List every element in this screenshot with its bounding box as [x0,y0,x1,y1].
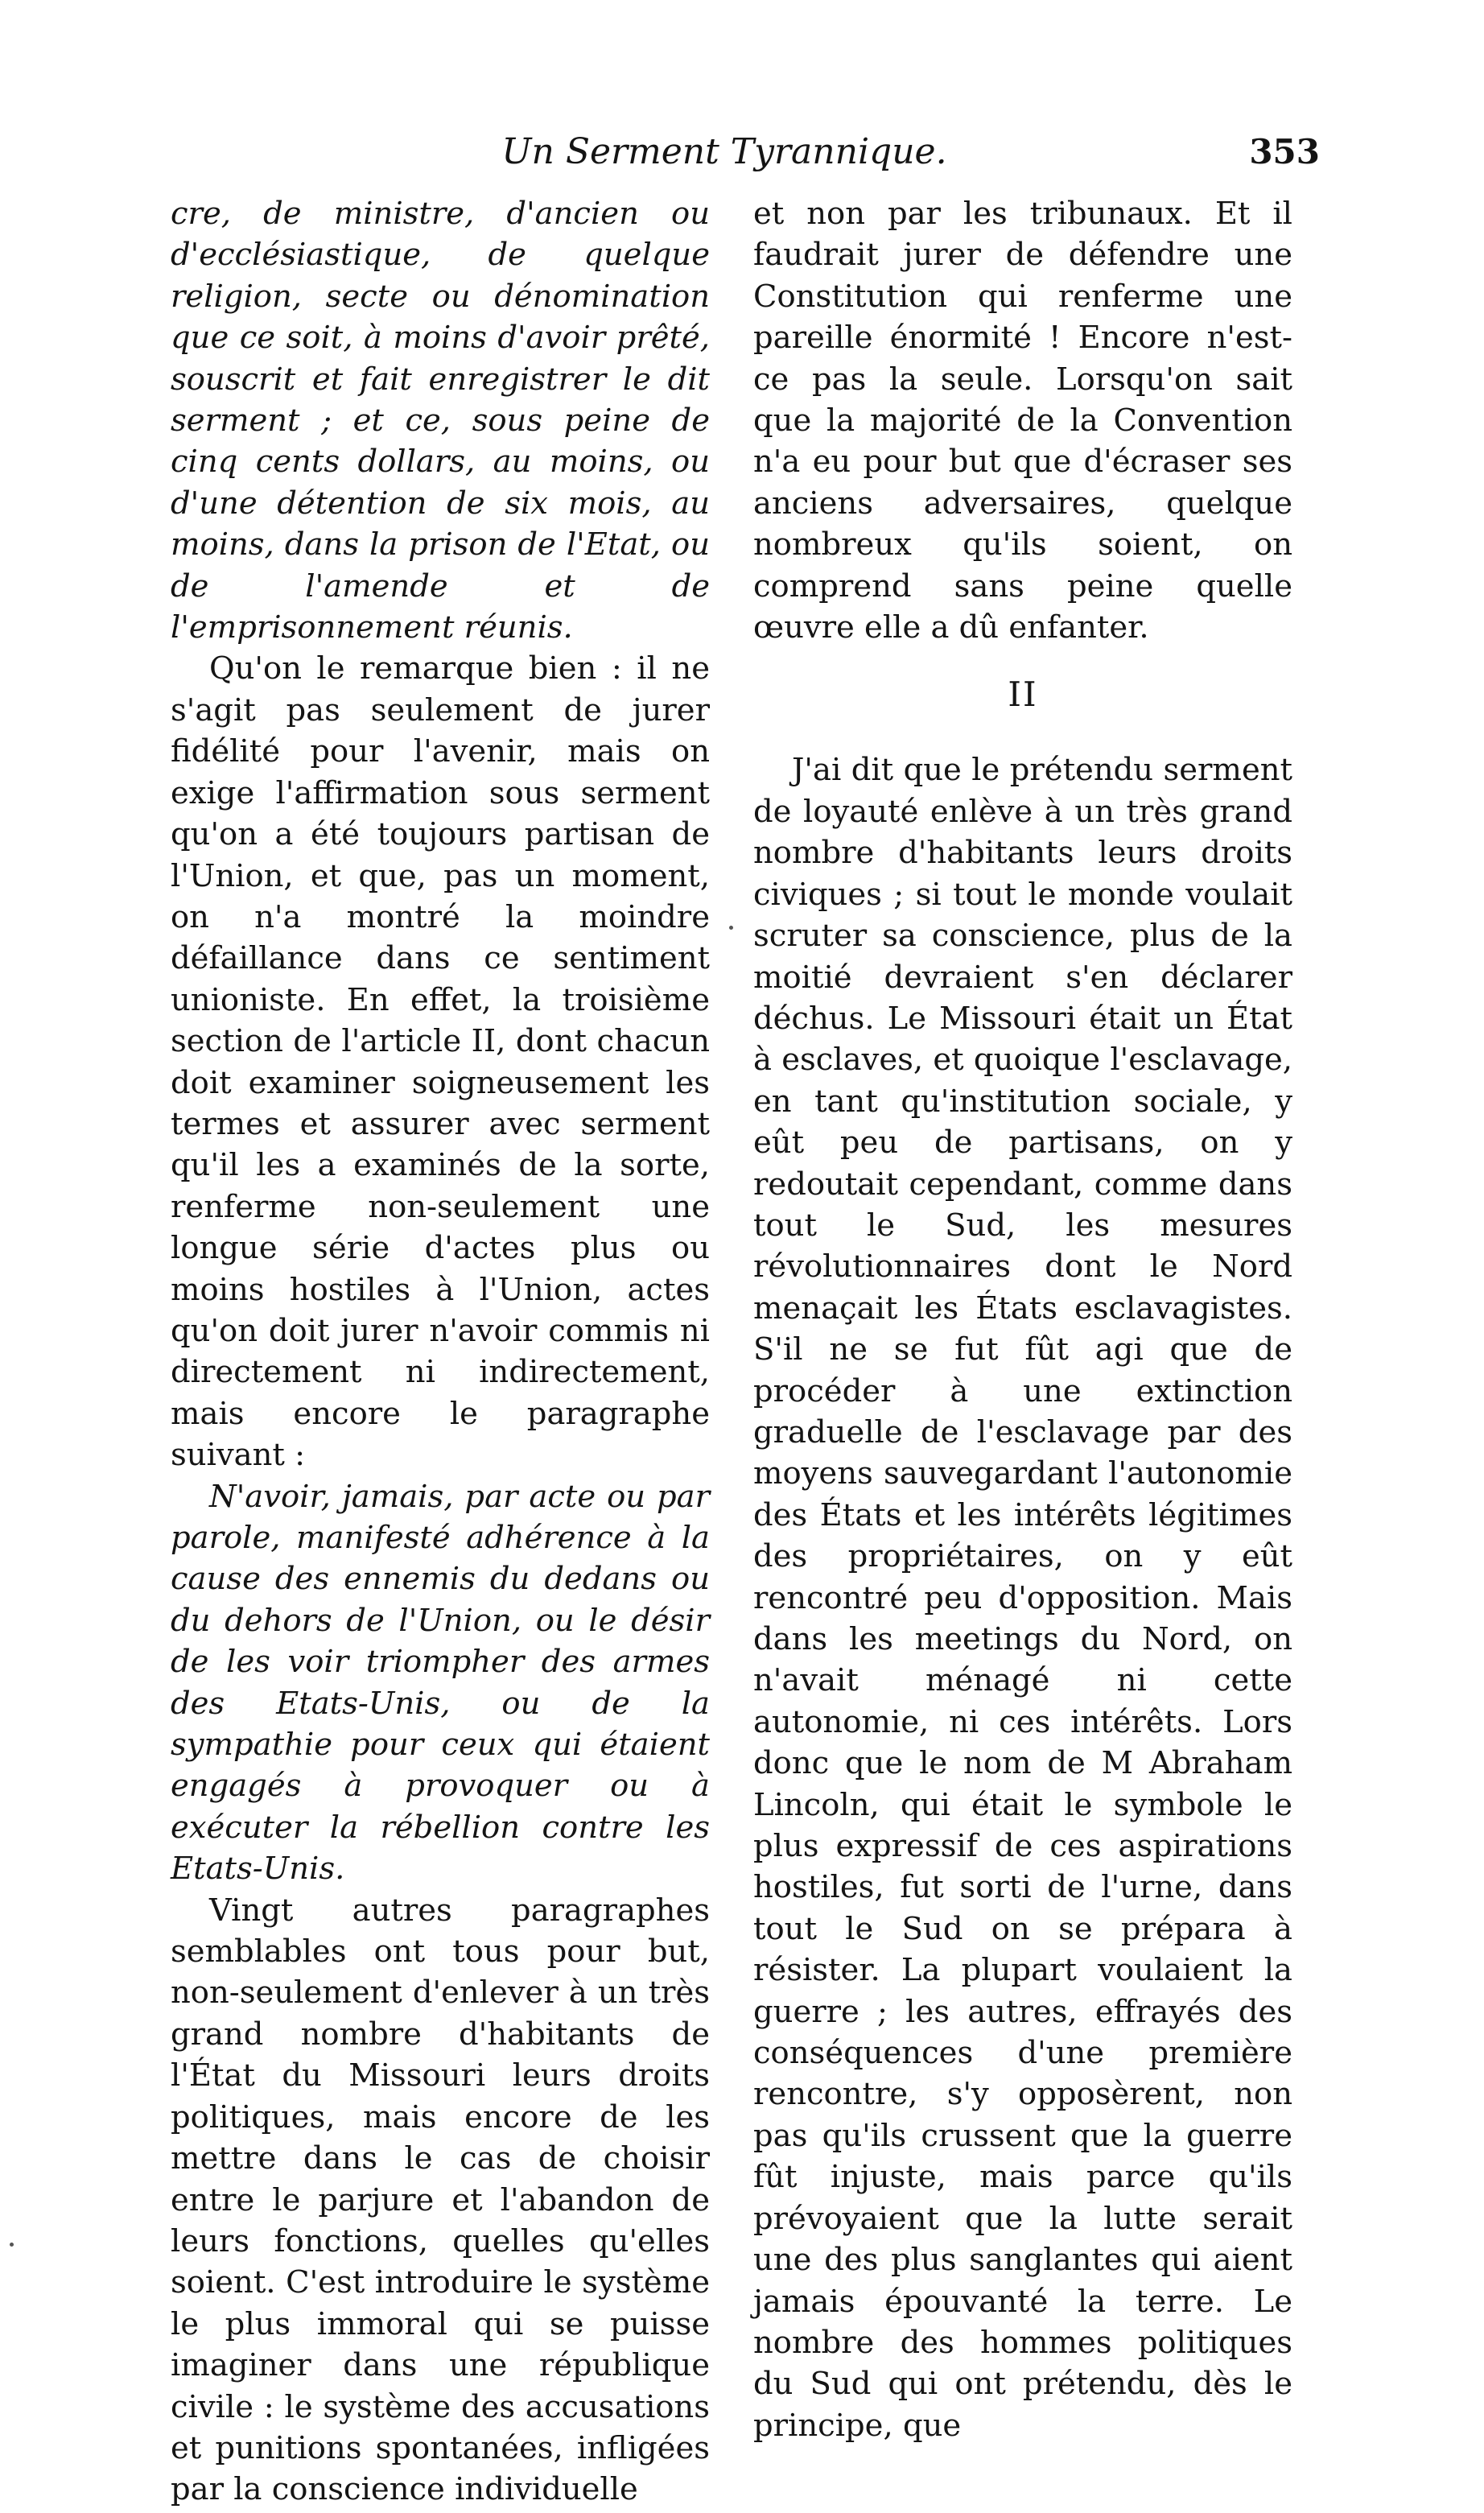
running-title: Un Serment Tyrannique. [501,131,947,172]
right-paragraph-2: J'ai dit que le prétendu serment de loyauté enlève à un très grand nombre d'habitants leurs droits civiques ; si tout le monde voulait scruter sa conscience, plus de la moitié devraient s'en déclarer déchus. Le Missouri était un État à esclaves, et quoique l'esclavage, en tant qu'institution sociale, y eût peu de partisans, on y redoutait cependant, comme dans tout le Sud, les mesures révolutionnaires dont le Nord menaçait les États esclavagistes. S'il ne se fut fût agi que de procéder à une extinction graduelle de l'esclavage par des moyens sauvegardant l'autonomie des États et les intérêts légitimes des propriétaires, on y eût rencontré peu d'opposition. Mais dans les meetings du Nord, on n'avait ménagé ni cette autonomie, ni ces intérêts. Lors donc que le nom de M Abraham Lincoln, qui était le symbole le plus expressif de ces aspirations hostiles, fut sorti de l'urne, dans tout le Sud on se prépara à résister. La plupart voulaient la guerre ; les autres, effrayés des conséquences d'une première rencontre, s'y opposèrent, non pas qu'ils crussent que la guerre fût injuste, mais parce qu'ils prévoyaient que la lutte serait une des plus sanglantes qui aient jamais épouvanté la terre. Le nombre des hommes politiques du Sud qui ont prétendu, dès le principe, que [753,752,1292,2444]
left-column [171,193,710,2511]
left-paragraph-1: cre, de ministre, d'ancien ou d'ecclésiastique, de quelque religion, secte ou dénomination que ce soit, à moins d'avoir prêté, souscrit et fait enregistrer le dit serment ; et ce, sous peine de cinq cents dollars, au moins, ou d'une détention de six mois, au moins, dans la prison de l'Etat, ou de l'amende et de l'emprisonnement réunis. [171,196,710,646]
left-paragraph-3-quoted-oath-clause: N'avoir, jamais, par acte ou par parole, manifesté adhérence à la cause des ennemis du dedans ou du dehors de l'Union, ou le désir de les voir triompher des armes des Etats-Unis, ou de la sympathie pour ceux qui étaient engagés à provoquer ou à exécuter la rébellion contre les Etats-Unis. [171,1478,710,1888]
section-heading: II [1008,675,1038,715]
margin-speck [10,2243,14,2247]
right-column [753,193,1292,2446]
margin-speck [729,926,733,930]
right-paragraph-1: et non par les tribunaux. Et il faudrait jurer de défendre une Constitution qui renferme une pareille énormité ! Encore n'est-ce pas la seule. Lorsqu'on sait que la majorité de la Convention n'a eu pour but que d'écraser ses anciens adversaires, quelque nombreux qu'ils soient, on comprend sans peine quelle œuvre elle a dû enfanter. [753,196,1292,646]
left-paragraph-4: Vingt autres paragraphes semblables ont tous pour but, non-seulement d'enlever à un très grand nombre d'habitants de l'État du Missouri leurs droits politiques, mais encore de les mettre dans le cas de choisir entre le parjure et l'abandon de leurs fonctions, quelles qu'elles soient. C'est introduire le système le plus immoral qui se puisse imaginer dans une république civile : le système des accusations et punitions spontanées, infligées par la conscience individuelle [171,1892,710,2508]
page-number: 353 [1249,132,1320,171]
left-paragraph-2: Qu'on le remarque bien : il ne s'agit pas seulement de jurer fidélité pour l'avenir, mais on exige l'affirmation sous serment qu'on a été toujours partisan de l'Union, et que, pas un moment, on n'a montré la moindre défaillance dans ce sentiment unioniste. En effet, la troisième section de l'article II, dont chacun doit examiner soigneusement les termes et assurer avec serment qu'il les a examinés de la sorte, renferme non-seulement une longue série d'actes plus ou moins hostiles à l'Union, actes qu'on doit jurer n'avoir commis ni directement ni indirectement, mais encore le paragraphe suivant : [171,650,710,1474]
running-head [499,124,1320,180]
